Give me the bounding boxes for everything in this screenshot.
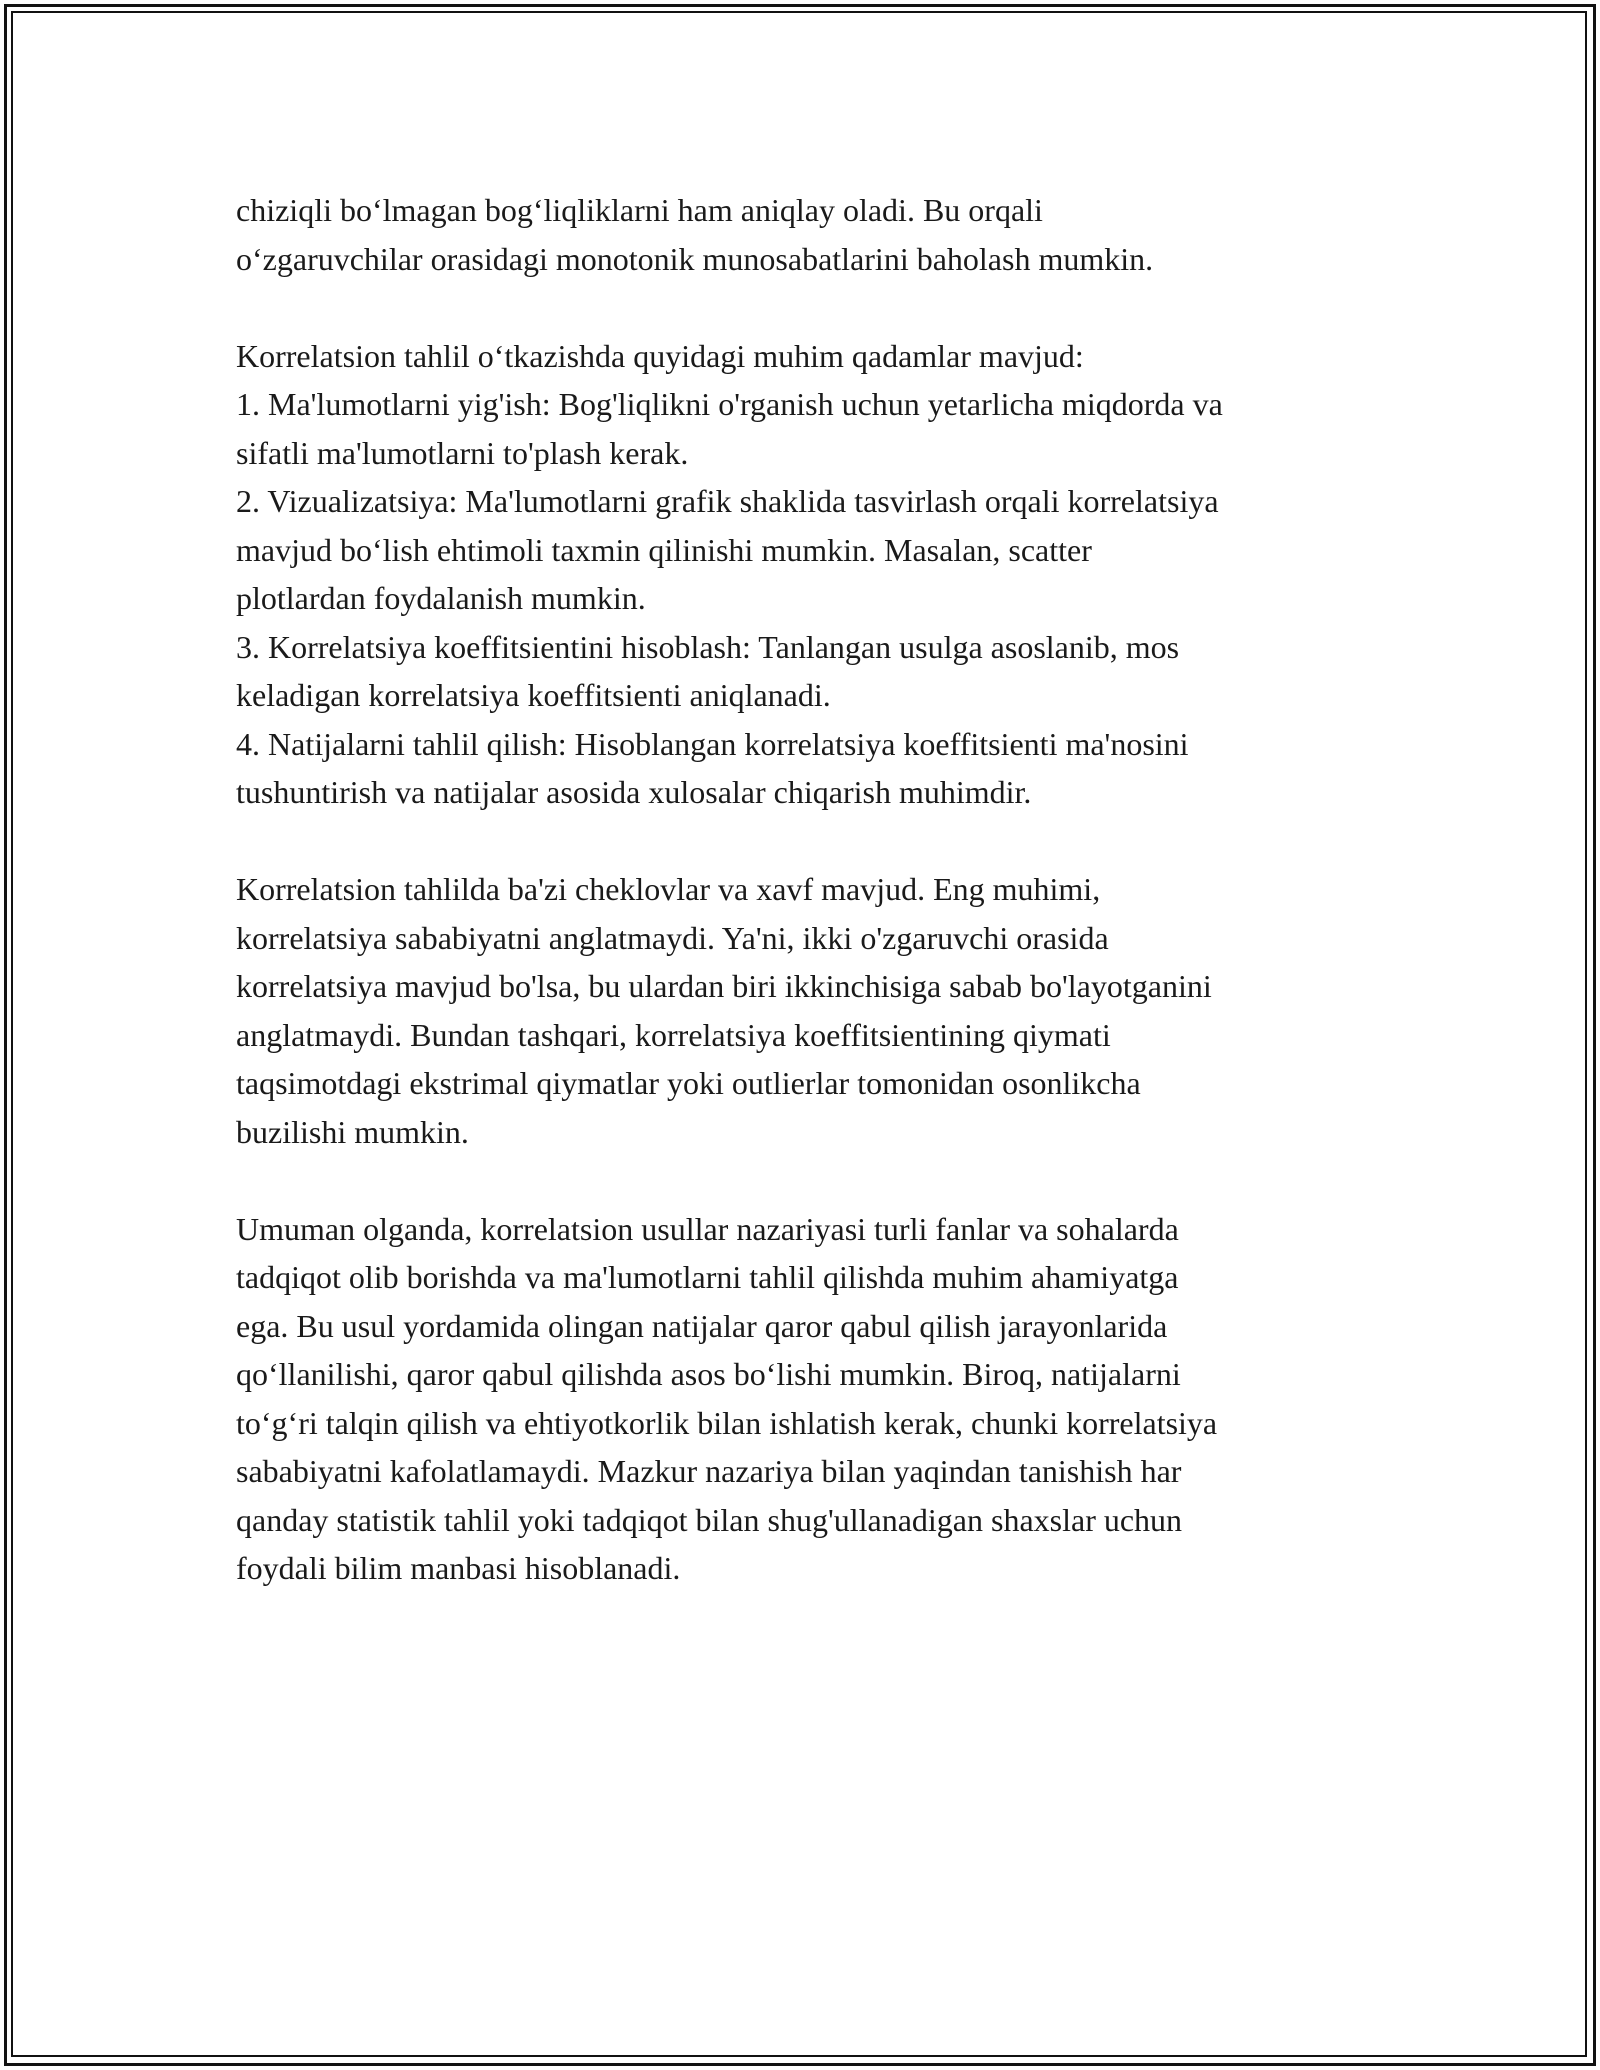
text-line: Korrelatsion tahlilda ba'zi cheklovlar va xavf mavjud. Eng muhimi, [236,871,1101,907]
text-line: plotlardan foydalanish mumkin. [236,580,646,616]
text-line: mavjud bo‘lish ehtimoli taxmin qilinishi mumkin. Masalan, scatter [236,531,1092,568]
text-line: korrelatsiya sababiyatni anglatmaydi. Ya'ni, ikki o'zgaruvchi orasida [236,919,1109,956]
text-line: sababiyatni kafolatlamaydi. Mazkur nazariya bilan yaqindan tanishish har [236,1453,1182,1489]
list-item: 3. Korrelatsiya koeffitsientini hisoblash: Tanlangan usulga asoslanib, mos [236,628,1180,665]
text-line: qanday statistik tahlil yoki tadqiqot bilan shug'ullanadigan shaxslar uchun [236,1501,1183,1538]
paragraph [236,186,1386,283]
text-line: o‘zgaruvchilar orasidagi monotonik munosabatlarini baholash mumkin. [236,240,1154,277]
text-line: anglatmaydi. Bundan tashqari, korrelatsiya koeffitsientining qiymati [236,1016,1111,1053]
text-line: keladigan korrelatsiya koeffitsienti aniqlanadi. [236,677,831,713]
text-line: taqsimotdagi ekstrimal qiymatlar yoki outlierlar tomonidan osonlikcha [236,1065,1141,1101]
text-line: tadqiqot olib borishda va ma'lumotlarni tahlil qilishda muhim ahamiyatga [236,1259,1179,1295]
text-line: tushuntirish va natijalar asosida xulosalar chiqarish muhimdir. [236,774,1032,810]
list-item: 2. Vizualizatsiya: Ma'lumotlarni grafik shaklida tasvirlash orqali korrelatsiya [236,483,1219,519]
document-body [236,186,1386,1641]
text-line: chiziqli bo‘lmagan bog‘liqliklarni ham aniqlay oladi. Bu orqali [236,192,1043,228]
paragraph [236,865,1386,1156]
text-line: foydali bilim manbasi hisoblanadi. [236,1550,681,1586]
paragraph [236,1205,1386,1593]
list-item: 1. Ma'lumotlarni yig'ish: Bog'liqlikni o'rganish uchun yetarlicha miqdorda va [236,386,1223,422]
paragraph [236,332,1386,817]
text-line: Umuman olganda, korrelatsion usullar nazariyasi turli fanlar va sohalarda [236,1210,1179,1247]
list-item: 4. Natijalarni tahlil qilish: Hisoblangan korrelatsiya koeffitsienti ma'nosini [236,725,1189,762]
text-line: korrelatsiya mavjud bo'lsa, bu ulardan biri ikkinchisiga sabab bo'layotganini [236,968,1212,1004]
text-line: ega. Bu usul yordamida olingan natijalar qaror qabul qilish jarayonlarida [236,1307,1168,1344]
text-line: sifatli ma'lumotlarni to'plash kerak. [236,434,689,471]
text-line: qo‘llanilishi, qaror qabul qilishda asos bo‘lishi mumkin. Biroq, natijalarni [236,1356,1181,1392]
text-line: to‘g‘ri talqin qilish va ehtiyotkorlik bilan ishlatish kerak, chunki korrelatsiya [236,1404,1218,1441]
text-line: Korrelatsion tahlil o‘tkazishda quyidagi muhim qadamlar mavjud: [236,337,1084,374]
text-line: buzilishi mumkin. [236,1113,469,1150]
